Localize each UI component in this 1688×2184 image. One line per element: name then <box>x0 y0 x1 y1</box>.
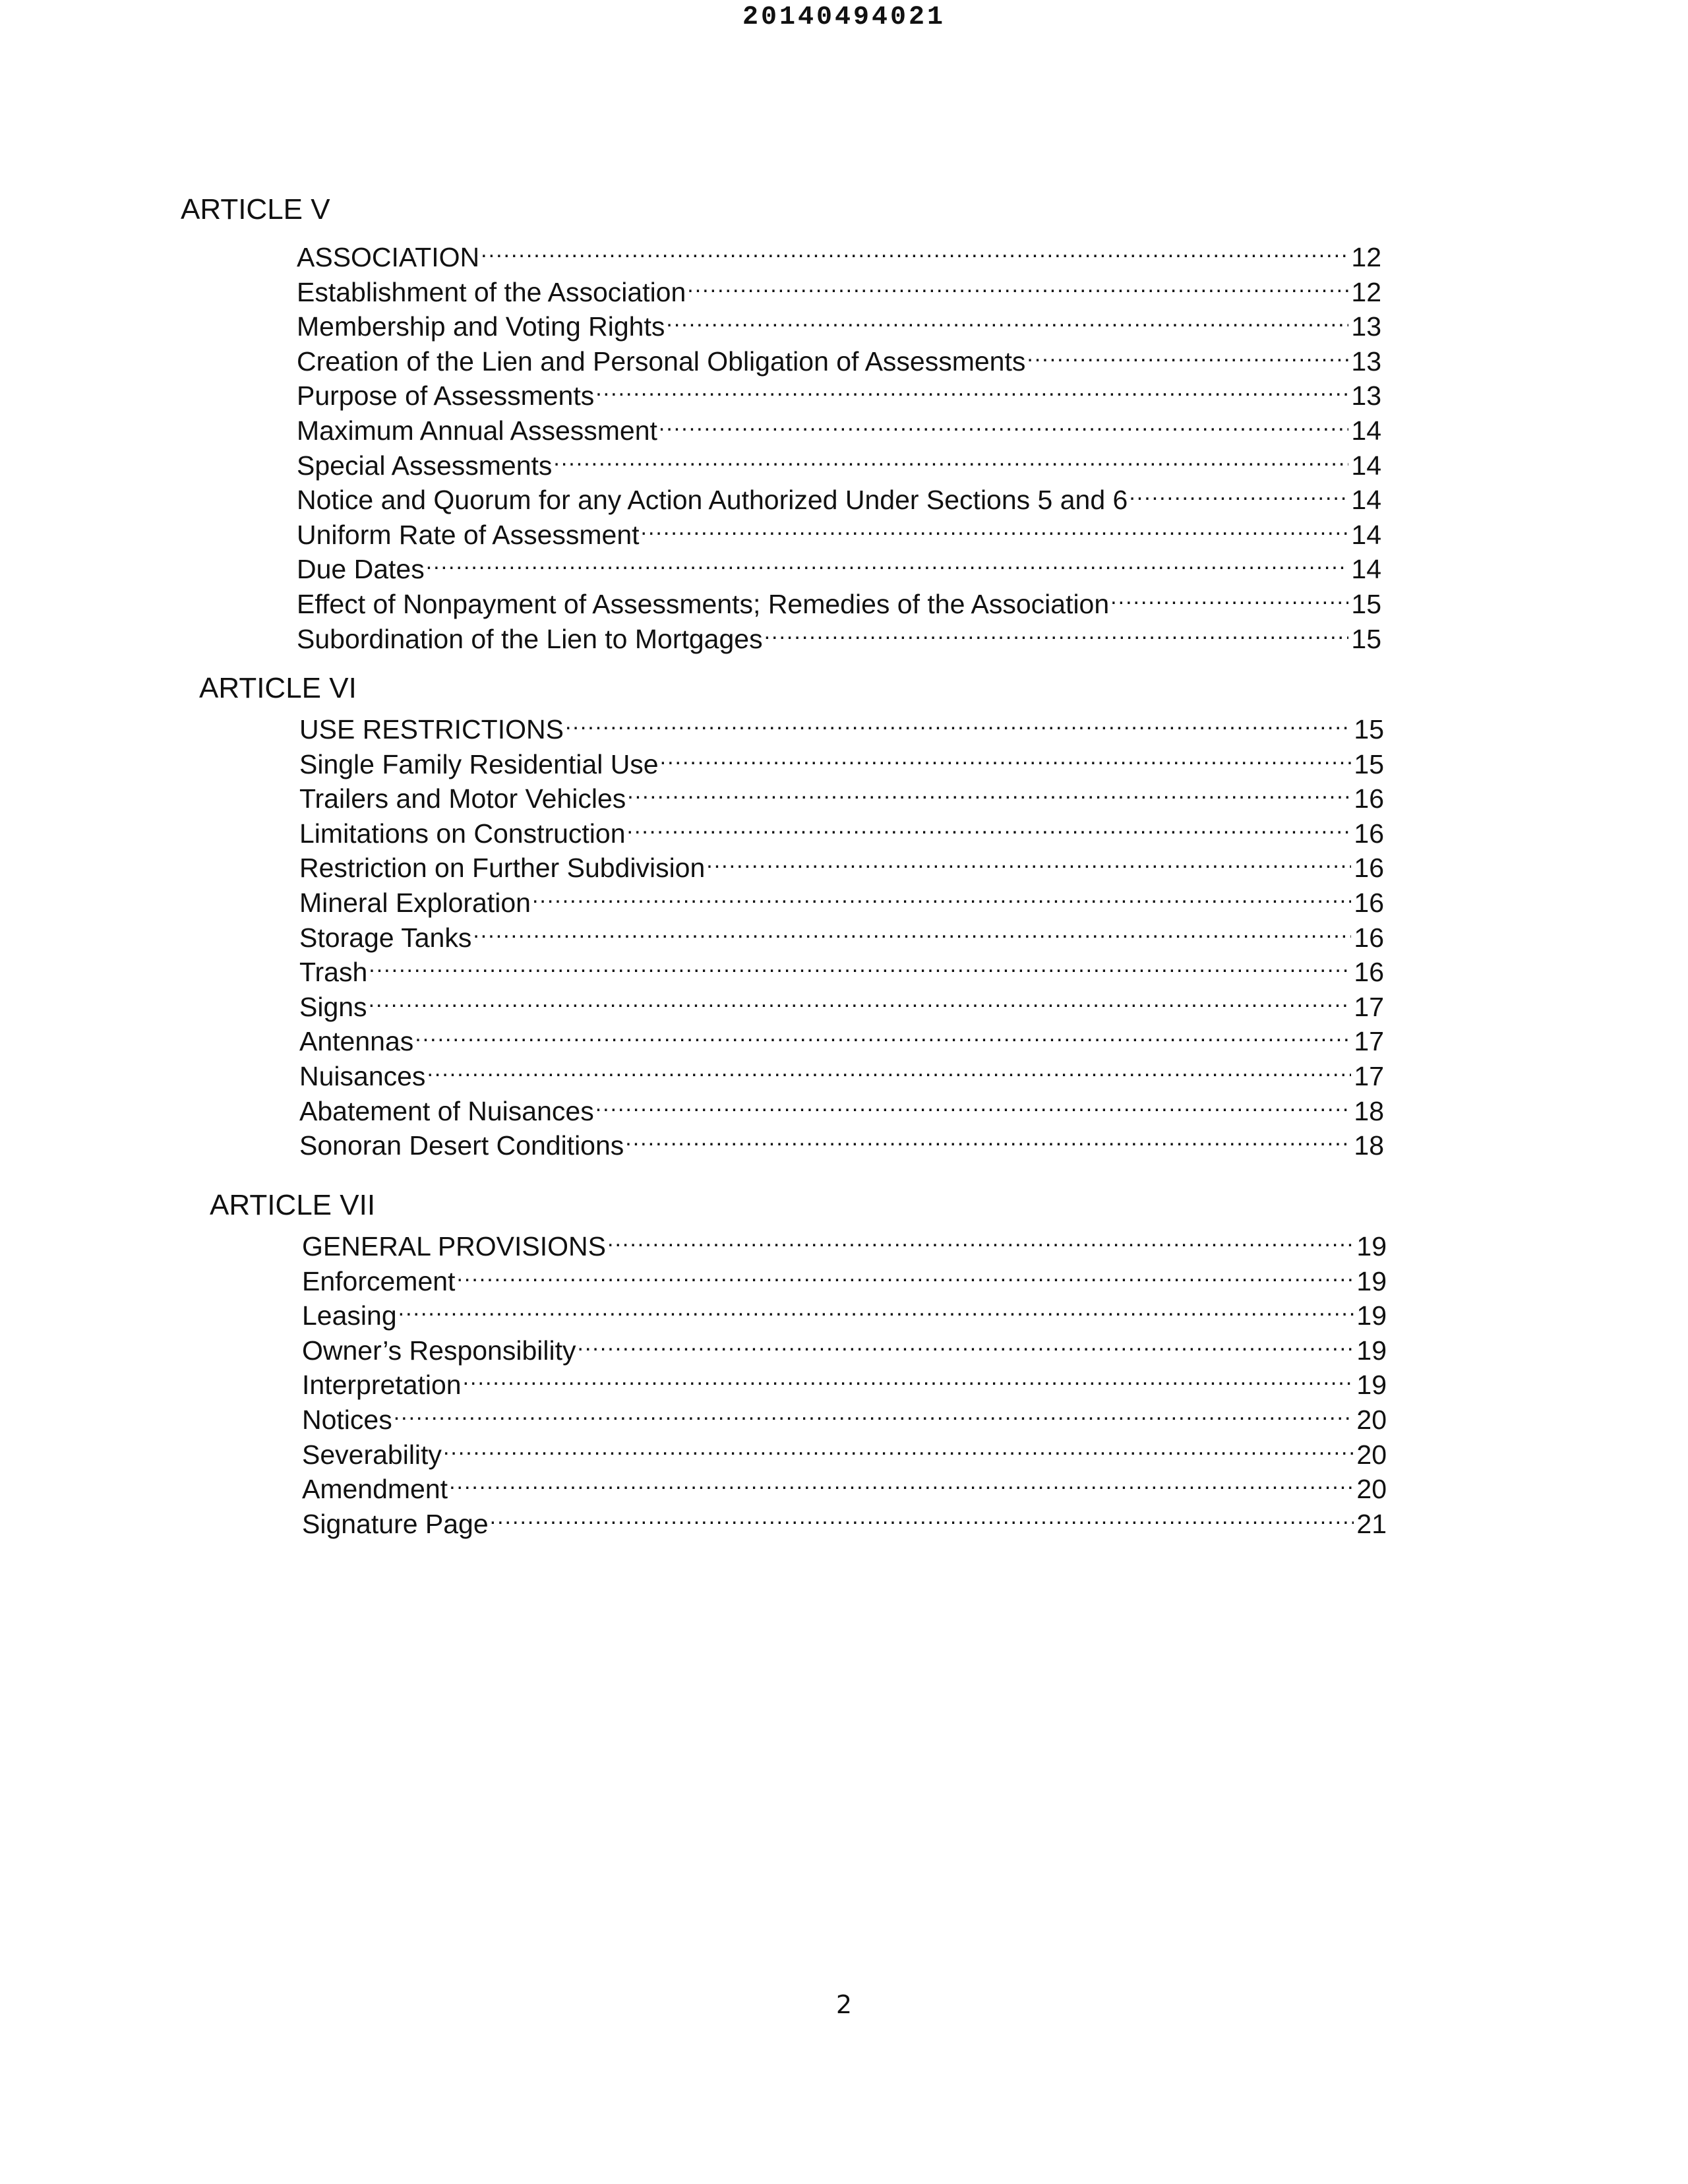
dot-leader <box>415 1016 1351 1050</box>
toc-entry-page: 16 <box>1354 853 1384 884</box>
dot-leader <box>490 1499 1354 1533</box>
toc-entry-title: Sonoran Desert Conditions <box>299 1130 624 1161</box>
dot-leader <box>398 1290 1354 1325</box>
toc-entry-title: Mineral Exploration <box>299 887 531 918</box>
toc-entry-page: 14 <box>1351 415 1381 446</box>
toc-entry-page: 19 <box>1356 1335 1387 1366</box>
toc-entry <box>302 1395 1387 1435</box>
toc-entry-title: Membership and Voting Rights <box>297 311 665 342</box>
toc-entry <box>297 544 1381 585</box>
toc-entry-page: 14 <box>1351 485 1381 516</box>
dot-leader <box>660 739 1352 774</box>
toc-entry-page: 16 <box>1354 887 1384 918</box>
dot-leader <box>627 774 1351 808</box>
toc-entry-title: Antennas <box>299 1026 414 1057</box>
toc-entry <box>297 579 1381 619</box>
toc-entry-page: 17 <box>1354 1026 1384 1057</box>
toc-entry-page: 15 <box>1354 714 1384 744</box>
toc-entry-page: 19 <box>1356 1265 1387 1296</box>
dot-leader <box>369 947 1351 981</box>
toc-entry-page: 13 <box>1351 311 1381 342</box>
article-heading: ARTICLE V <box>181 193 330 226</box>
dot-leader <box>578 1325 1354 1360</box>
dot-leader <box>532 878 1351 912</box>
toc-entry-page: 16 <box>1354 783 1384 814</box>
toc-entry-title: Signs <box>299 991 367 1022</box>
toc-entry <box>299 1016 1384 1057</box>
toc-entry <box>302 1499 1387 1539</box>
dot-leader <box>565 704 1351 739</box>
toc-entry-page: 12 <box>1351 242 1381 272</box>
toc-entry-title: Trailers and Motor Vehicles <box>299 783 626 814</box>
dot-leader <box>394 1395 1354 1429</box>
toc-entry <box>299 1051 1384 1091</box>
toc-entry-page: 17 <box>1354 991 1384 1022</box>
toc-entry-page: 21 <box>1356 1508 1387 1539</box>
toc-entry <box>302 1325 1387 1366</box>
toc-entry-title: Storage Tanks <box>299 922 472 953</box>
toc-entry <box>297 232 1381 272</box>
toc-entry-page: 20 <box>1356 1404 1387 1435</box>
toc-entries <box>299 704 1384 1161</box>
dot-leader <box>456 1256 1354 1290</box>
toc-entry-title: Trash <box>299 957 368 988</box>
dot-leader <box>553 440 1348 475</box>
toc-entry <box>302 1430 1387 1470</box>
dot-leader <box>481 232 1348 266</box>
toc-entry <box>299 947 1384 988</box>
toc-entry-page: 16 <box>1354 922 1384 953</box>
toc-entry-title: Owner’s Responsibility <box>302 1335 576 1366</box>
toc-entry-page: 18 <box>1354 1130 1384 1161</box>
toc-entry-title: Nuisances <box>299 1060 426 1091</box>
toc-entry-title: Restriction on Further Subdivision <box>299 853 706 884</box>
toc-entry-title: Amendment <box>302 1474 448 1505</box>
toc-entry-page: 16 <box>1354 818 1384 849</box>
toc-entry-title: Maximum Annual Assessment <box>297 415 657 446</box>
toc-entry-title: Abatement of Nuisances <box>299 1095 594 1126</box>
dot-leader <box>449 1464 1354 1498</box>
dot-leader <box>687 267 1348 301</box>
toc-entry-title: Creation of the Lien and Personal Obligation of Assessments <box>297 346 1026 377</box>
dot-leader <box>1129 475 1348 509</box>
toc-entry-title: Notices <box>302 1404 392 1435</box>
toc-entry-title: GENERAL PROVISIONS <box>302 1231 606 1261</box>
dot-leader <box>627 808 1352 843</box>
dot-leader <box>764 614 1349 648</box>
toc-entry <box>302 1464 1387 1505</box>
toc-entry-page: 19 <box>1356 1231 1387 1261</box>
toc-entry-title: Signature Page <box>302 1508 489 1539</box>
dot-leader <box>595 371 1348 405</box>
dot-leader <box>625 1120 1351 1155</box>
toc-entry-title: Purpose of Assessments <box>297 380 595 411</box>
toc-entry-page: 15 <box>1354 748 1384 779</box>
toc-entry-title: Special Assessments <box>297 450 553 481</box>
document-number: 20140494021 <box>742 3 946 32</box>
toc-entry-title: Single Family Residential Use <box>299 748 659 779</box>
toc-entry-page: 13 <box>1351 380 1381 411</box>
toc-entries <box>302 1221 1387 1539</box>
toc-entry-title: Limitations on Construction <box>299 818 626 849</box>
toc-entry <box>302 1221 1387 1261</box>
toc-entry-page: 19 <box>1356 1370 1387 1401</box>
toc-entry-page: 14 <box>1351 519 1381 550</box>
toc-entries <box>297 232 1381 654</box>
toc-entry <box>302 1290 1387 1331</box>
toc-entry-page: 20 <box>1356 1474 1387 1505</box>
toc-entry-title: ASSOCIATION <box>297 242 480 272</box>
toc-entry-title: Interpretation <box>302 1370 462 1401</box>
toc-entry-title: Notice and Quorum for any Action Authorized Under Sections 5 and 6 <box>297 485 1128 516</box>
toc-entry-title: Enforcement <box>302 1265 456 1296</box>
dot-leader <box>427 1051 1351 1085</box>
dot-leader <box>1110 579 1348 613</box>
toc-entry-title: Leasing <box>302 1300 397 1331</box>
dot-leader <box>666 301 1348 336</box>
page-number: 2 <box>835 1990 853 2019</box>
dot-leader <box>369 982 1352 1016</box>
article-heading: ARTICLE VII <box>210 1189 376 1221</box>
dot-leader <box>595 1086 1352 1120</box>
toc-entry-page: 13 <box>1351 346 1381 377</box>
toc-entry-title: Subordination of the Lien to Mortgages <box>297 623 763 654</box>
toc-entry <box>302 1360 1387 1401</box>
toc-entry-page: 14 <box>1351 554 1381 585</box>
toc-entry-title: Severability <box>302 1439 442 1470</box>
dot-leader <box>473 913 1351 947</box>
toc-entry-page: 12 <box>1351 276 1381 307</box>
dot-leader <box>426 544 1349 578</box>
toc-entry-page: 16 <box>1354 957 1384 988</box>
toc-entry <box>299 1086 1384 1126</box>
dot-leader <box>706 843 1351 877</box>
toc-entry-title: Establishment of the Association <box>297 276 686 307</box>
dot-leader <box>659 406 1348 440</box>
toc-entry-page: 15 <box>1351 588 1381 619</box>
toc-entry-title: Due Dates <box>297 554 425 585</box>
toc-entry-title: Effect of Nonpayment of Assessments; Remedies of the Association <box>297 588 1110 619</box>
toc-entry <box>302 1256 1387 1296</box>
toc-entry-page: 17 <box>1354 1060 1384 1091</box>
toc-entry <box>299 704 1384 744</box>
toc-entry-page: 20 <box>1356 1439 1387 1470</box>
dot-leader <box>1027 336 1348 371</box>
article-heading: ARTICLE VI <box>199 672 357 704</box>
toc-entry-title: Uniform Rate of Assessment <box>297 519 640 550</box>
dot-leader <box>607 1221 1354 1256</box>
dot-leader <box>443 1430 1354 1464</box>
dot-leader <box>641 510 1349 544</box>
dot-leader <box>463 1360 1354 1394</box>
toc-entry-page: 14 <box>1351 450 1381 481</box>
toc-entry-page: 18 <box>1354 1095 1384 1126</box>
toc-entry-title: USE RESTRICTIONS <box>299 714 564 744</box>
toc-entry <box>299 982 1384 1022</box>
toc-entry-page: 15 <box>1351 623 1381 654</box>
toc-entry-page: 19 <box>1356 1300 1387 1331</box>
